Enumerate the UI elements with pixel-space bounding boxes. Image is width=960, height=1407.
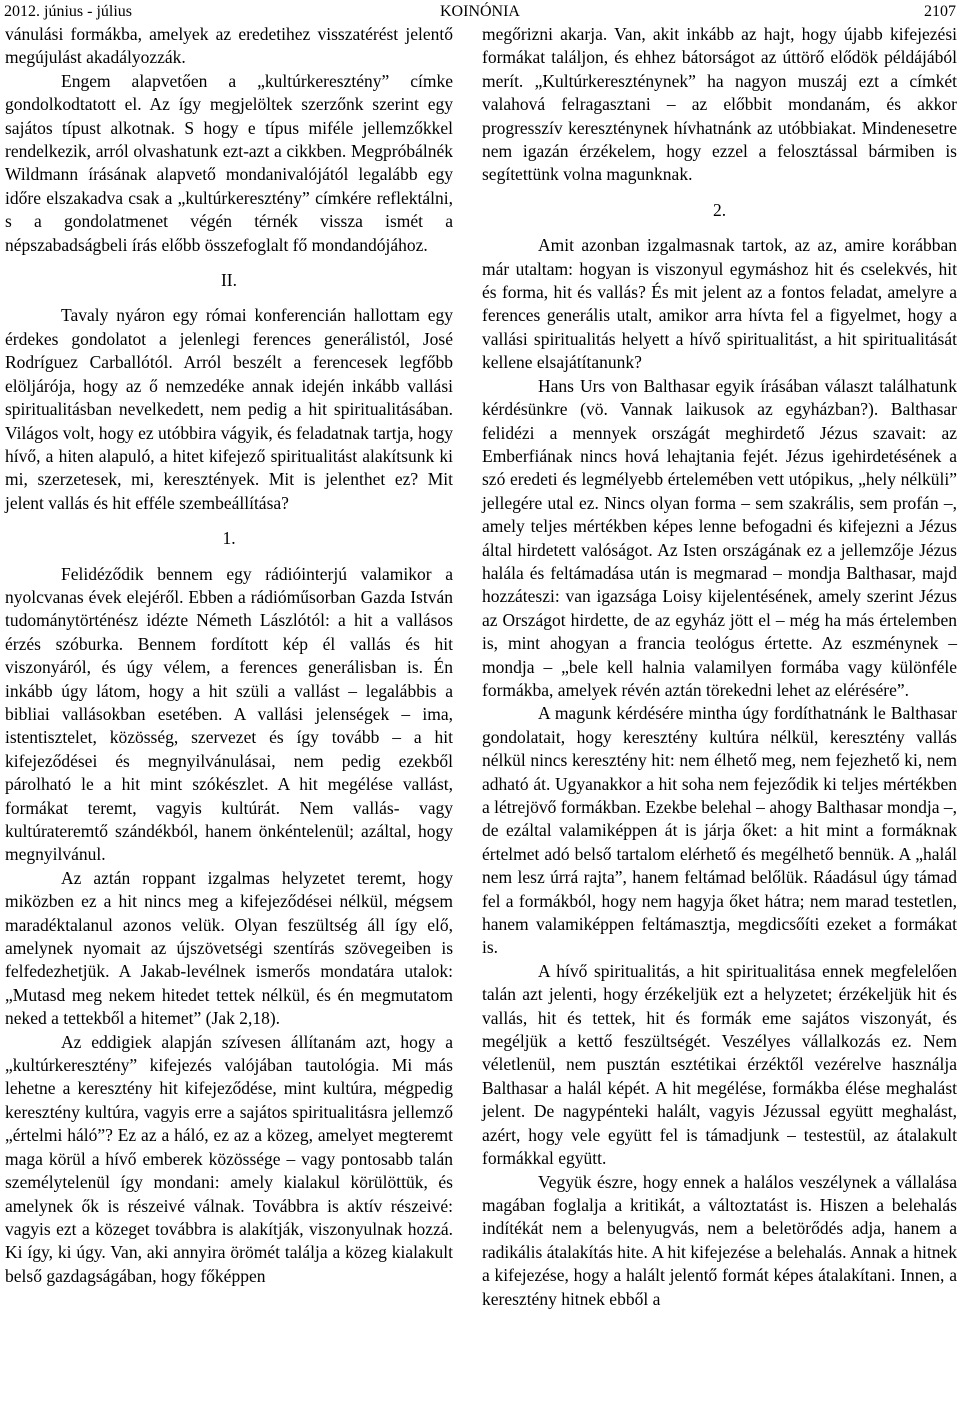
running-header xyxy=(4,2,956,24)
paragraph: Tavaly nyáron egy római konferencián hallottam egy érdekes gondolatot a jelenlegi ferences generálistól, José Rodríguez Carballótól. Arról beszélt a ferencesek legfőbb elöljárója, hogy az ő nemzedéke annak idején inkább vallási spiritualitásban nevelkedett, nem pedig a hit spiritualitásában. Világos volt, hogy ez utóbbira vágyik, és feladatnak tartja, hogy hívő, a hiten alapuló, a hitet kifejező spiritualitást alakítsunk ki mi, szerzetesek, mi, keresztények. Mit is jelenthet ez? Mit jelent vallás és hit efféle szembeállítása? xyxy=(5,305,453,513)
paragraph: Felidéződik bennem egy rádióinterjú valamikor a nyolcvanas évek elejéről. Ebben a rádióműsorban Gazda István tudománytörténész idézte Németh Lászlótól: a hit a vallásos érzés szóburka. Bennem fordított kép él vallás és hit viszonyáról, és úgy vélem, a ferences generálisban is. Én inkább úgy látom, hogy a hit szüli a vallást – legalábbis a bibliai vallásokban esetében. A vallási jelenségek – ima, istentisztelet, közösség, szervezet és így tovább – a hit kifejeződései és megnyilvánulásai, nem pedig ezekből párolható le a hit mint szókészlet. A hit megélése vallást, formákat teremt, vagyis kultúrát. Nem vallás- vagy kultúrateremtő szándékból, hanem önkéntelenül; azáltal, hogy megnyilvánul. xyxy=(5,563,453,865)
paragraph: Amit azonban izgalmasnak tartok, az az, amire korábban már utaltam: hogyan is viszonyul egymáshoz hit és cselekvés, hit és forma, hit és vallás? És mit jelent az a fontos feladat, amelyre a ferences generális utalt, amikor arra hívta fel a figyelmet, hogy a vallási spiritualitás helyett a hívő spiritualitást, a hit spiritualitását kellene elsajátítanunk? xyxy=(482,235,957,373)
left-column xyxy=(5,23,453,1288)
paragraph: Az eddigiek alapján szívesen állítanám azt, hogy a „kultúrkeresztény” kifejezés valójában tautológia. Mi más lehetne a keresztény hit kifejeződése, mint kultúra, mégpedig keresztény kultúra, vagyis erre a sajátos spiritualitásra jellemző „értelmi háló”? Ez az a háló, ez az a közeg, amelyet megteremt maga körül a hívő emberek közössége – vagy pontosabb talán személytelenül így mondani: amely kialakul körülöttük, és amelynek ők is részeivé válnak. Továbbra is aktív részeivé: vagyis ezt a közeget továbbra is alakítják, viszonyulnak hozzá. Ki így, ki úgy. Van, aki annyira örömét találja a közeg kialakult belső gazdagságában, hogy főképpen xyxy=(5,1031,453,1286)
paragraph: megőrizni akarja. Van, akit inkább az hajt, hogy újabb kifejezési formákat találjon, és ehhez bátorságot az úttörő elődök példájából merít. „Kultúrkereszténynek” ha nagyon muszáj ezt a címkét valahová felragasztani – az előbbit mondanám, és akkor progresszív kereszténynek hívhatnánk az utóbbiakat. Mindenesetre nem igazán érzékelem, hogy ezzel a felosztással bármiben is segítettünk volna magunknak. xyxy=(482,24,957,185)
paragraph: A magunk kérdésére mintha úgy fordíthatnánk le Balthasar gondolatait, hogy keresztény kultúra nélkül, keresztény vallás nélkül nincs keresztény hit: nem élhető meg, nem fejezhető ki, nem adható át. Ugyanakkor a hit soha nem fejeződik ki teljes mértékben a létrejövő formákban. Ezekbe belehal – ahogy Balthasar mondja –, de ezáltal valamiképpen át is járja őket: a hit mint a formáknak értelmet adó belső tartalom elérhető és megélhető bennük. A „halál nem lesz úrrá rajta”, hanem feltámad belőlük. Ráadásul úgy támad fel a formákból, hogy nem hagyja őket hátra; nem marad testetlen, hanem valamiképpen feltámasztja, megdicsőíti ezeket a formákat is. xyxy=(482,703,957,958)
paragraph: Vegyük észre, hogy ennek a halálos veszélynek a vállalása magában foglalja a kritikát, a változtatást is. Hiszen a belehalás indítékát nem a belenyugvás, nem a beletörődés adja, hanem a radikális átalakítás hite. A hit kifejezése a belehalás. Annak a hitnek a kifejezése, hogy a halált jelentő formát képes átalakítani. Innen, a keresztény hitnek ebből a xyxy=(482,1171,957,1309)
paragraph: Hans Urs von Balthasar egyik írásában választ találhatunk kérdésünkre (vö. Vannak laikusok az egyházban?). Balthasar felidézi a mennyek országát meghirdető Jézus szavait: az Emberfiának nincs hová lehajtania fejét. Jézus igehirdetésének a szó eredeti és legmélyebb értelemében vett utópikus, „hely nélküli” jellegére utal ez. Nincs olyan forma – sem szakrális, sem profán –, amely teljes mértékben képes lenne befogadni és kifejezni a Jézus által hirdetett valóságot. Az Isten országának ez a jellemzője Jézus halála és feltámadása után is megmarad – mondja Balthasar, majd hozzáteszi: van igazsága Loisy kijelentésének, amely szerint Jézus az Országot hirdette, de az egyház jött el – még ha más értelemben is, mint ahogyan a francia teológus értette. Az eszménynek – mondja – „bele kell halnia valamilyen formába vagy különféle formákba, amelyek révén aztán törekedni lehet az elérésére”. xyxy=(482,375,957,700)
right-column xyxy=(482,23,957,1311)
section-heading-roman: II. xyxy=(220,270,238,291)
paragraph: Engem alapvetően a „kultúrkeresztény” címke gondolkodtatott el. Az így megjelöltek szerzőnk szerint egy sajátos típust alkotnak. S hogy e típus miféle jellemzőkkel rendelkezik, arról olvashatunk ezt-azt a cikkben. Megpróbálnék Wildmann írásának alapvető mondanivalójától legalább egy időre elszakadva csak a „kultúrkeresztény” címkére reflektálni, s a gondolatmenet végén térnék vissza ismét a népszabadságbeli írás előbb összefoglalt fő mondandójához. xyxy=(5,70,453,255)
paragraph: vánulási formákba, amelyek az eredetihez visszatérést jelentő megújulást akadályozzák. xyxy=(5,24,453,68)
header-date: 2012. június - július xyxy=(4,3,133,20)
header-journal-title: KOINÓNIA xyxy=(440,3,520,20)
paragraph: Az aztán roppant izgalmas helyzetet teremt, hogy miközben ez a hit nincs meg a kifejeződései nélkül, mégsem maradéktalanul azonos velük. Olyan feszültség áll így elő, amelynek nyomait az újszövetségi szentírás szövegeiben is felfedezhetjük. A Jakab-levélnek ismerős mondatára utalok: „Mutasd meg nekem hitedet tettek nélkül, és én megmutatom neked a tettekből a hitemet” (Jak 2,18). xyxy=(5,867,453,1029)
paragraph: A hívő spiritualitás, a hit spiritualitása ennek megfelelően talán azt jelenti, hogy érzékeljük ezt a helyzetet; érzékeljük hit és vallás, hit és tettek, hit és formák eme sajátos viszonyát, és megéljük a kettő feszültségét. Veszélyes vállalkozás ez. Nem véletlenül, nem pusztán esztétikai érzéktől vezérelve használja Balthasar a halál képét. A hit megélése, formákba élése meghalást jelent. De nagypénteki halált, vagyis Jézussal együtt meghalást, azért, hogy vele együtt fel is támadjunk – testestül, az átalakult formákkal együtt. xyxy=(482,960,957,1169)
section-heading-1: 1. xyxy=(222,528,236,549)
header-page-number: 2107 xyxy=(924,3,956,20)
section-heading-2: 2. xyxy=(712,199,727,220)
